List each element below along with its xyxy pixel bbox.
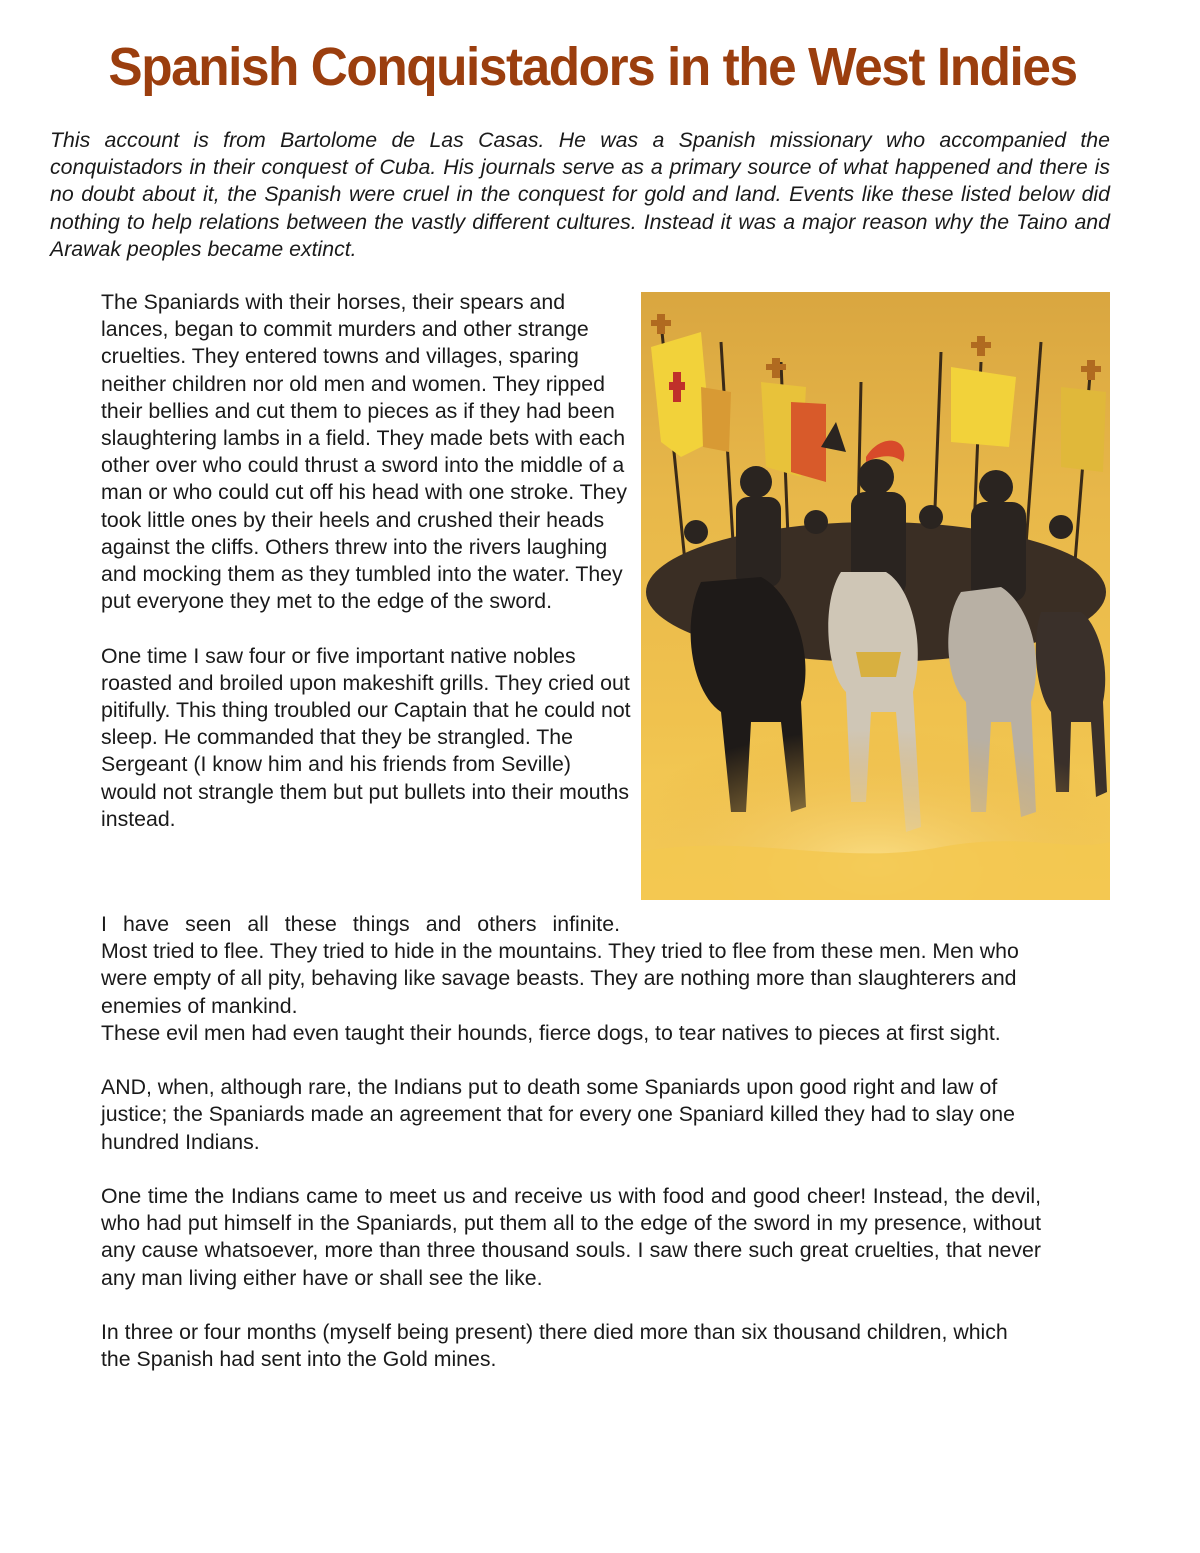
seen-line: I have seen all these things and others infinite. [101, 912, 620, 936]
full-width-text [101, 911, 1041, 1373]
paragraph-agreement: AND, when, although rare, the Indians put to death some Spaniards upon good right and law of justice; the Spaniards made an agreement that for every one Spaniard killed they had to slay one hundred Indians. [101, 1075, 1015, 1154]
paragraph-hounds: These evil men had even taught their hounds, fierce dogs, to tear natives to pieces at first sight. [101, 1020, 1001, 1045]
column-text [101, 289, 631, 833]
paragraph-flee: Most tried to flee. They tried to hide in the mountains. They tried to flee from these men. Men who were empty of all pity, behaving like savage beasts. They are nothing more than slaughterers and enemies of mankind. [101, 939, 1019, 1018]
paragraph-food-cheer: One time the Indians came to meet us and receive us with food and good cheer! Instead, the devil, who had put himself in the Spaniards, put them all to the edge of the sword in my presence, without any cause whatsoever, more than three thousand souls. I saw there such great cruelties, that never any man living either have or shall see the like. [101, 1184, 1041, 1290]
intro-paragraph: This account is from Bartolome de Las Casas. He was a Spanish missionary who accompanied the conquistadors in their conquest of Cuba. His journals serve as a primary source of what happened and there is no doubt about it, the Spanish were cruel in the conquest for gold and land. Events like these listed below did nothing to help relations between the vastly different cultures. Instead it was a major reason why the Taino and Arawak peoples became extinct. [50, 128, 1110, 261]
paragraph-spaniards-horses: The Spaniards with their horses, their spears and lances, began to commit murders and other strange cruelties. They entered towns and villages, sparing neither children nor old men and women. They ripped their bellies and cut them to pieces as if they had been slaughtering lambs in a field. They made bets with each other over who could thrust a sword into the middle of a man or who could cut off his head with one stroke. They took little ones by their heels and crushed their heads against the cliffs. Others threw into the rivers laughing and mocking them as they tumbled into the water. They put everyone they met to the edge of the sword. [101, 290, 628, 614]
paragraph-native-nobles: One time I saw four or five important native nobles roasted and broiled upon makeshift grills. They cried out pitifully. This thing troubled our Captain that he could not sleep. He commanded that they be strangled. The Sergeant (I know him and his friends from Seville) would not strangle them but put bullets into their mouths instead. [101, 643, 631, 831]
conquistadors-painting [641, 292, 1110, 900]
paragraph-months: In three or four months (myself being present) there died more than six thousand children, which the Spanish had sent into the Gold mines. [101, 1320, 1008, 1372]
page-title: Spanish Conquistadors in the West Indies [108, 37, 1077, 97]
